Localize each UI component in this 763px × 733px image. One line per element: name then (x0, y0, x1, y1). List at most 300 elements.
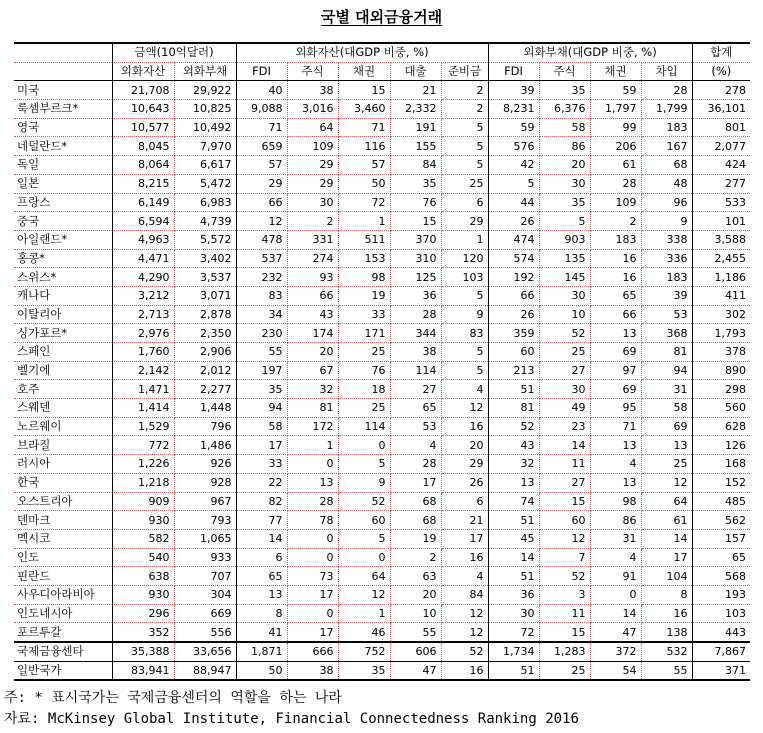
value-cell: 58 (539, 118, 590, 137)
value-cell: 5 (338, 529, 390, 548)
value-cell: 10,577 (112, 118, 174, 137)
value-cell: 27 (390, 380, 441, 399)
value-cell: 5,572 (174, 230, 236, 249)
country-name: 일반국가 (14, 661, 112, 680)
value-cell: 0 (287, 604, 338, 623)
value-cell: 52 (441, 642, 488, 661)
value-cell: 1 (441, 230, 488, 249)
value-cell: 34 (236, 305, 287, 324)
value-cell: 52 (338, 492, 390, 511)
value-cell: 22 (236, 473, 287, 492)
table-row (14, 455, 750, 474)
footnote: 주: * 표시국가는 국제금융센터의 역할을 하는 나라 (4, 690, 342, 706)
value-cell: 27 (539, 473, 590, 492)
table-row (14, 324, 750, 343)
value-cell: 296 (112, 604, 174, 623)
country-name: 러시아 (14, 455, 112, 474)
value-cell: 66 (488, 286, 539, 305)
value-cell: 8,045 (112, 137, 174, 156)
value-cell: 568 (692, 567, 750, 586)
value-cell: 67 (287, 361, 338, 380)
country-name: 인도네시아 (14, 604, 112, 623)
value-cell: 1,414 (112, 399, 174, 418)
table-row (14, 305, 750, 324)
value-cell: 1,283 (539, 642, 590, 661)
value-cell: 25 (338, 399, 390, 418)
value-cell: 378 (692, 343, 750, 362)
value-cell: 153 (338, 249, 390, 268)
value-cell: 76 (390, 193, 441, 212)
country-name: 벨기에 (14, 361, 112, 380)
value-cell: 19 (390, 529, 441, 548)
value-cell: 12 (441, 623, 488, 642)
value-cell: 331 (287, 230, 338, 249)
value-cell: 13 (488, 473, 539, 492)
value-cell: 50 (236, 661, 287, 680)
value-cell: 101 (692, 212, 750, 231)
value-cell: 4 (590, 455, 641, 474)
value-cell: 197 (236, 361, 287, 380)
value-cell: 537 (236, 249, 287, 268)
value-cell: 61 (641, 511, 692, 530)
value-cell: 606 (390, 642, 441, 661)
value-cell: 2,906 (174, 343, 236, 362)
value-cell: 16 (441, 661, 488, 680)
value-cell: 8,064 (112, 156, 174, 175)
value-cell: 114 (390, 361, 441, 380)
value-cell: 14 (641, 529, 692, 548)
value-cell: 28 (590, 174, 641, 193)
value-cell: 10,643 (112, 100, 174, 119)
value-cell: 2,713 (112, 305, 174, 324)
value-cell: 145 (539, 268, 590, 287)
value-cell: 533 (692, 193, 750, 212)
value-cell: 35 (338, 661, 390, 680)
value-cell: 752 (338, 642, 390, 661)
value-cell: 84 (390, 156, 441, 175)
value-cell: 1,871 (236, 642, 287, 661)
value-cell: 532 (641, 642, 692, 661)
value-cell: 474 (488, 230, 539, 249)
table-row (14, 492, 750, 511)
country-name: 스페인 (14, 343, 112, 362)
value-cell: 30 (539, 286, 590, 305)
value-cell: 0 (338, 436, 390, 455)
value-cell: 424 (692, 156, 750, 175)
value-cell: 51 (488, 511, 539, 530)
value-cell: 11 (539, 604, 590, 623)
value-cell: 16 (590, 249, 641, 268)
value-cell: 556 (174, 623, 236, 642)
value-cell: 4,290 (112, 268, 174, 287)
value-cell: 16 (441, 417, 488, 436)
value-cell: 86 (590, 511, 641, 530)
table-row (14, 623, 750, 642)
value-cell: 17 (287, 623, 338, 642)
value-cell: 98 (590, 492, 641, 511)
value-cell: 370 (390, 230, 441, 249)
country-name: 핀란드 (14, 567, 112, 586)
value-cell: 5 (441, 118, 488, 137)
value-cell: 6,983 (174, 193, 236, 212)
value-cell: 28 (390, 305, 441, 324)
value-cell: 66 (236, 193, 287, 212)
value-cell: 83,941 (112, 661, 174, 680)
value-cell: 230 (236, 324, 287, 343)
value-cell: 6 (441, 492, 488, 511)
value-cell: 97 (590, 361, 641, 380)
value-cell: 17 (287, 585, 338, 604)
value-cell: 707 (174, 567, 236, 586)
value-cell: 32 (488, 455, 539, 474)
country-name: 국제금융센타 (14, 642, 112, 661)
value-cell: 26 (441, 473, 488, 492)
value-cell: 890 (692, 361, 750, 380)
table-row (14, 548, 750, 567)
value-cell: 15 (338, 81, 390, 100)
value-cell: 903 (539, 230, 590, 249)
value-cell: 73 (287, 567, 338, 586)
country-name: 프랑스 (14, 193, 112, 212)
country-name: 브라질 (14, 436, 112, 455)
value-cell: 13 (287, 473, 338, 492)
value-cell: 157 (692, 529, 750, 548)
value-cell: 20 (539, 156, 590, 175)
value-cell: 2,350 (174, 324, 236, 343)
country-name: 캐나다 (14, 286, 112, 305)
value-cell: 25 (338, 343, 390, 362)
value-cell: 1,734 (488, 642, 539, 661)
value-cell: 18 (338, 380, 390, 399)
value-cell: 81 (488, 399, 539, 418)
value-cell: 17 (390, 473, 441, 492)
country-name: 오스트리아 (14, 492, 112, 511)
value-cell: 2,455 (692, 249, 750, 268)
value-cell: 12 (441, 604, 488, 623)
table-row (14, 567, 750, 586)
country-name: 미국 (14, 81, 112, 100)
value-cell: 6 (236, 548, 287, 567)
value-cell: 183 (641, 118, 692, 137)
value-cell: 4 (441, 380, 488, 399)
value-cell: 7 (539, 548, 590, 567)
value-cell: 669 (174, 604, 236, 623)
value-cell: 8 (641, 585, 692, 604)
value-cell: 53 (390, 417, 441, 436)
value-cell: 60 (539, 511, 590, 530)
value-cell: 30 (488, 604, 539, 623)
value-cell: 76 (338, 361, 390, 380)
value-cell: 96 (641, 193, 692, 212)
value-cell: 16 (590, 268, 641, 287)
value-cell: 30 (539, 174, 590, 193)
total-header: 합계 (692, 43, 750, 62)
value-cell: 44 (488, 193, 539, 212)
value-cell: 5 (539, 212, 590, 231)
value-cell: 3,016 (287, 100, 338, 119)
value-cell: 12 (236, 212, 287, 231)
value-cell: 64 (287, 118, 338, 137)
value-cell: 81 (641, 343, 692, 362)
value-cell: 167 (641, 137, 692, 156)
country-name: 노르웨이 (14, 417, 112, 436)
table-row (14, 174, 750, 193)
value-cell: 77 (236, 511, 287, 530)
value-cell: 2,878 (174, 305, 236, 324)
value-cell: 371 (692, 661, 750, 680)
value-cell: 95 (590, 399, 641, 418)
value-cell: 65 (390, 399, 441, 418)
value-cell: 29,922 (174, 81, 236, 100)
table-row (14, 286, 750, 305)
value-cell: 174 (287, 324, 338, 343)
value-cell: 57 (236, 156, 287, 175)
value-cell: 2,142 (112, 361, 174, 380)
value-cell: 3,071 (174, 286, 236, 305)
value-cell: 93 (287, 268, 338, 287)
value-cell: 13 (590, 436, 641, 455)
value-cell: 3 (539, 585, 590, 604)
country-name: 인도 (14, 548, 112, 567)
value-cell: 310 (390, 249, 441, 268)
table-row (14, 156, 750, 175)
value-cell: 562 (692, 511, 750, 530)
value-cell: 52 (539, 324, 590, 343)
value-cell: 2 (390, 548, 441, 567)
country-name: 이탈리아 (14, 305, 112, 324)
value-cell: 66 (287, 286, 338, 305)
table-row (14, 137, 750, 156)
value-cell: 191 (390, 118, 441, 137)
value-cell: 930 (112, 511, 174, 530)
sub-header: 주식 (287, 62, 338, 81)
value-cell: 29 (441, 455, 488, 474)
value-cell: 1 (338, 604, 390, 623)
value-cell: 35,388 (112, 642, 174, 661)
value-cell: 278 (692, 81, 750, 100)
value-cell: 17 (641, 548, 692, 567)
value-cell: 125 (390, 268, 441, 287)
country-name: 네덜란드* (14, 137, 112, 156)
country-name: 덴마크 (14, 511, 112, 530)
value-cell: 38 (390, 343, 441, 362)
value-cell: 51 (488, 380, 539, 399)
value-cell: 36,101 (692, 100, 750, 119)
value-cell: 2,077 (692, 137, 750, 156)
value-cell: 55 (236, 343, 287, 362)
value-cell: 12 (539, 529, 590, 548)
value-cell: 168 (692, 455, 750, 474)
value-cell: 1,486 (174, 436, 236, 455)
value-cell: 28 (390, 455, 441, 474)
value-cell: 53 (641, 305, 692, 324)
value-cell: 9 (441, 305, 488, 324)
corner-cell-2 (14, 62, 112, 81)
sub-header: 대출 (390, 62, 441, 81)
value-cell: 38 (287, 661, 338, 680)
value-cell: 4,963 (112, 230, 174, 249)
value-cell: 4 (590, 548, 641, 567)
value-cell: 7,970 (174, 137, 236, 156)
value-cell: 55 (641, 661, 692, 680)
value-cell: 20 (390, 585, 441, 604)
value-cell: 16 (641, 604, 692, 623)
value-cell: 46 (338, 623, 390, 642)
value-cell: 99 (590, 118, 641, 137)
value-cell: 72 (488, 623, 539, 642)
value-cell: 4 (441, 567, 488, 586)
value-cell: 232 (236, 268, 287, 287)
value-cell: 659 (236, 137, 287, 156)
value-cell: 336 (641, 249, 692, 268)
value-cell: 4 (390, 436, 441, 455)
value-cell: 2,277 (174, 380, 236, 399)
value-cell: 81 (287, 399, 338, 418)
value-cell: 796 (174, 417, 236, 436)
summary-row (14, 661, 750, 680)
total-unit-header: (%) (692, 62, 750, 81)
value-cell: 372 (590, 642, 641, 661)
value-cell: 71 (236, 118, 287, 137)
value-cell: 12 (441, 399, 488, 418)
value-cell: 304 (174, 585, 236, 604)
value-cell: 61 (590, 156, 641, 175)
value-cell: 20 (287, 343, 338, 362)
value-cell: 5 (441, 137, 488, 156)
value-cell: 35 (236, 380, 287, 399)
table-row (14, 100, 750, 119)
sub-header: 채권 (590, 62, 641, 81)
value-cell: 17 (236, 436, 287, 455)
table-row (14, 380, 750, 399)
value-cell: 72 (338, 193, 390, 212)
value-cell: 94 (641, 361, 692, 380)
value-cell: 86 (539, 137, 590, 156)
value-cell: 2 (441, 81, 488, 100)
value-cell: 69 (590, 380, 641, 399)
value-cell: 576 (488, 137, 539, 156)
value-cell: 9,088 (236, 100, 287, 119)
value-cell: 0 (287, 529, 338, 548)
country-name: 멕시코 (14, 529, 112, 548)
value-cell: 51 (488, 661, 539, 680)
table-row (14, 268, 750, 287)
country-name: 호주 (14, 380, 112, 399)
value-cell: 352 (112, 623, 174, 642)
value-cell: 183 (641, 268, 692, 287)
value-cell: 1,218 (112, 473, 174, 492)
value-cell: 1,448 (174, 399, 236, 418)
corner-cell (14, 43, 112, 62)
value-cell: 359 (488, 324, 539, 343)
value-cell: 666 (287, 642, 338, 661)
value-cell: 485 (692, 492, 750, 511)
value-cell: 3,402 (174, 249, 236, 268)
country-name: 독일 (14, 156, 112, 175)
value-cell: 35 (539, 81, 590, 100)
value-cell: 68 (390, 492, 441, 511)
value-cell: 39 (488, 81, 539, 100)
value-cell: 54 (590, 661, 641, 680)
value-cell: 511 (338, 230, 390, 249)
country-name: 사우디아라비아 (14, 585, 112, 604)
value-cell: 1 (287, 436, 338, 455)
asset-group-header: 외화자산(대GDP 비중, %) (236, 43, 488, 62)
value-cell: 926 (174, 455, 236, 474)
value-cell: 2 (441, 100, 488, 119)
value-cell: 1,471 (112, 380, 174, 399)
value-cell: 4,471 (112, 249, 174, 268)
page-title: 국별 대외금융거래 (320, 8, 443, 26)
value-cell: 10 (539, 305, 590, 324)
value-cell: 104 (641, 567, 692, 586)
value-cell: 65 (692, 548, 750, 567)
value-cell: 29 (236, 174, 287, 193)
country-name: 중국 (14, 212, 112, 231)
value-cell: 30 (539, 380, 590, 399)
value-cell: 28 (641, 81, 692, 100)
value-cell: 69 (641, 417, 692, 436)
value-cell: 5 (441, 361, 488, 380)
value-cell: 59 (590, 81, 641, 100)
table-row (14, 212, 750, 231)
value-cell: 40 (236, 81, 287, 100)
value-cell: 14 (236, 529, 287, 548)
value-cell: 69 (590, 343, 641, 362)
value-cell: 344 (390, 324, 441, 343)
sub-header: FDI (236, 62, 287, 81)
value-cell: 30 (287, 193, 338, 212)
value-cell: 42 (488, 156, 539, 175)
value-cell: 13 (590, 324, 641, 343)
value-cell: 478 (236, 230, 287, 249)
country-name: 룩셈부르크* (14, 100, 112, 119)
value-cell: 48 (641, 174, 692, 193)
value-cell: 5,472 (174, 174, 236, 193)
value-cell: 31 (590, 529, 641, 548)
table-row (14, 118, 750, 137)
value-cell: 66 (590, 305, 641, 324)
value-cell: 68 (641, 156, 692, 175)
country-name: 영국 (14, 118, 112, 137)
table-row (14, 343, 750, 362)
value-cell: 6,594 (112, 212, 174, 231)
value-cell: 78 (287, 511, 338, 530)
value-cell: 4,739 (174, 212, 236, 231)
value-cell: 33,656 (174, 642, 236, 661)
value-cell: 11 (539, 455, 590, 474)
value-cell: 83 (236, 286, 287, 305)
country-name: 일본 (14, 174, 112, 193)
table-row (14, 511, 750, 530)
value-cell: 8 (236, 604, 287, 623)
value-cell: 29 (287, 174, 338, 193)
value-cell: 64 (641, 492, 692, 511)
value-cell: 12 (338, 585, 390, 604)
value-cell: 33 (236, 455, 287, 474)
value-cell: 638 (112, 567, 174, 586)
value-cell: 274 (287, 249, 338, 268)
value-cell: 1,226 (112, 455, 174, 474)
value-cell: 0 (287, 455, 338, 474)
table-row (14, 81, 750, 100)
value-cell: 64 (338, 567, 390, 586)
value-cell: 36 (488, 585, 539, 604)
value-cell: 171 (338, 324, 390, 343)
value-cell: 47 (590, 623, 641, 642)
value-cell: 12 (641, 473, 692, 492)
value-cell: 6 (441, 193, 488, 212)
